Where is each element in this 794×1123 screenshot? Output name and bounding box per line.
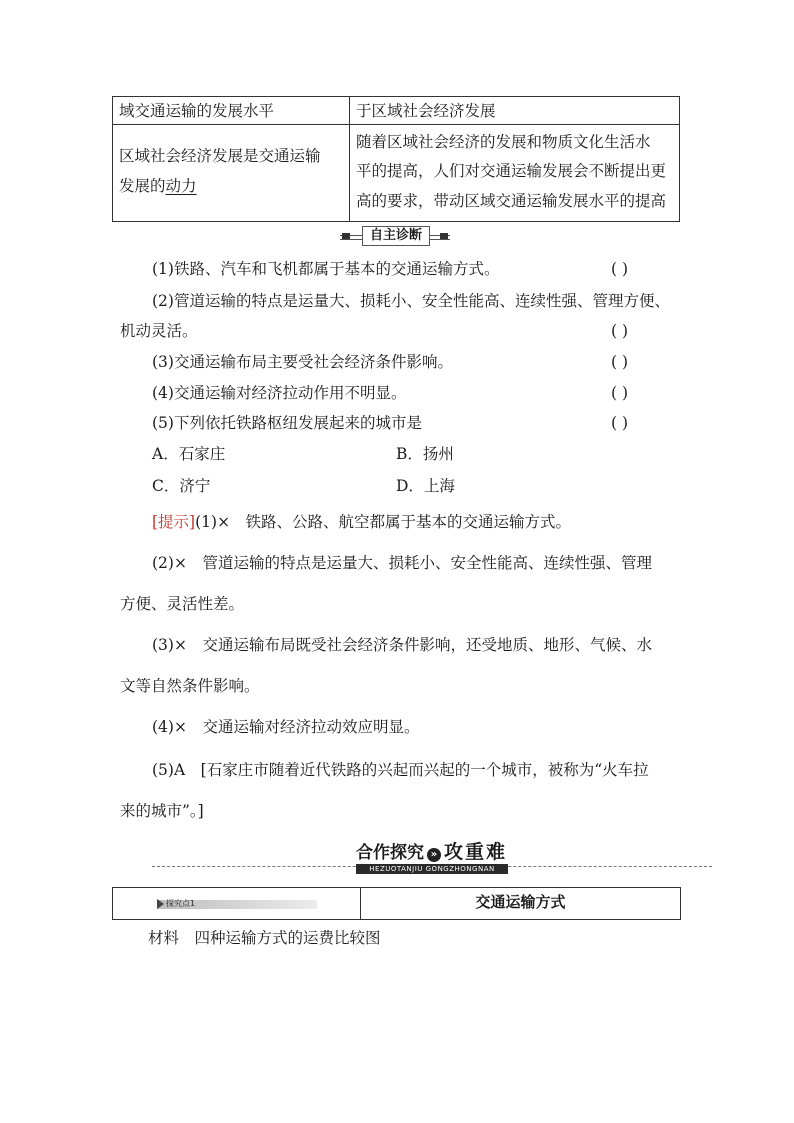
explore-heading: 交通运输方式 [475,893,566,911]
tag-arrow-icon [157,899,164,909]
option-d: D．上海 [396,477,455,495]
table-cell [119,172,197,200]
hint-line: (2)× 管道运输的特点是运量大、损耗小、安全性能高、连续性强、管理 [152,554,652,572]
hint-line: 文等自然条件影响。 [120,677,260,695]
hint-text: (1)× 铁路、公路、航空都属于基本的交通运输方式。 [195,513,572,531]
answer-parens: ( ) [611,322,629,340]
question-item-cont: 机动灵活。 [120,322,198,340]
hint-line: (3)× 交通运输布局既受社会经济条件影响，还受地质、地形、气候、水 [152,636,652,654]
badge-label: 自主诊断 [362,226,430,246]
table-cell-text: 发展的 [119,177,166,195]
question-item: (1)铁路、汽车和飞机都属于基本的交通运输方式。 [152,260,500,278]
question-item: (3)交通运输布局主要受社会经济条件影响。 [152,353,453,371]
badge-cap [342,233,350,239]
table-cell: 区域社会经济发展是交通运输 [119,147,321,165]
arrow-icon: » [427,848,441,862]
explore-table [112,887,681,920]
badge-cap [440,233,448,239]
hint-line: 来的城市”。] [120,802,204,820]
section-subtitle: HEZUOTANJIU GONGZHONGNAN [356,864,508,874]
hint-line: (5)A [石家庄市随着近代铁路的兴起而兴起的一个城市，被称为“火车拉 [152,761,649,779]
table-cell: 域交通运输的发展水平 [119,102,275,120]
section-title-a: 合作探究 [356,843,424,863]
hint-line: (4)× 交通运输对经济拉动效应明显。 [152,718,420,736]
option-b: B．扬州 [396,445,454,463]
section-title-b: 攻重难 [444,841,508,863]
answer-parens: ( ) [611,384,629,402]
answer-parens: ( ) [611,260,629,278]
question-item: (5)下列依托铁路枢纽发展起来的城市是 [152,414,422,432]
explore-tag-label: 探究点1 [166,899,196,908]
hint-tag: [提示] [152,513,196,531]
option-c: C．济宁 [152,477,211,495]
underlined-keyword: 动力 [165,177,197,195]
table-cell: 于区域社会经济发展 [356,102,496,120]
top-summary-table [112,96,680,222]
table-cell: 平的提高，人们对交通运输发展会不断提出更 [356,162,667,180]
question-item: (4)交通运输对经济拉动作用不明显。 [152,384,407,402]
hint-line: 方便、灵活性差。 [120,595,245,613]
section-badge [340,226,450,246]
table-cell: 随着区域社会经济的发展和物质文化生活水 [356,133,651,151]
answer-parens: ( ) [611,414,629,432]
hint-line [152,512,571,532]
answer-parens: ( ) [611,353,629,371]
table-divider [349,97,350,221]
option-a: A．石家庄 [152,445,226,463]
table-cell: 高的要求，带动区域交通运输发展水平的提高 [356,192,667,210]
question-item: (2)管道运输的特点是运量大、损耗小、安全性能高、连续性强、管理方便、 [152,292,670,310]
material-caption: 材料 四种运输方式的运费比较图 [148,929,381,947]
section-title [356,842,507,863]
